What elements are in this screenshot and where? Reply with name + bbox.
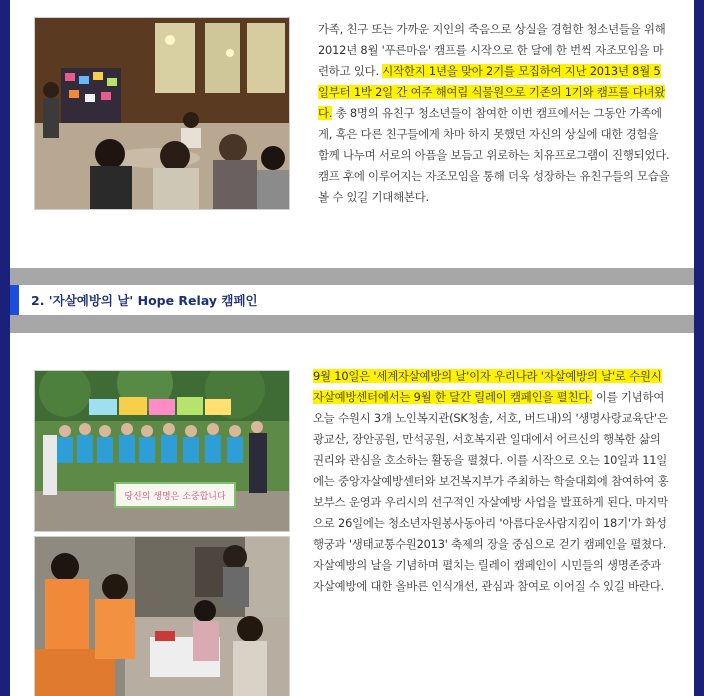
- section-heading: 2. '자살예방의 날' Hope Relay 캠페인: [31, 293, 258, 308]
- intro-paragraph: [318, 19, 670, 208]
- campaign-booth-photo: [34, 536, 290, 696]
- intro-text-before: 가족, 친구 또는 가까운 지인의 죽음으로 상실을 경험한 청소년들을 위해 2012년 8월 '푸른마음' 캠프를 시작으로 한 달에 한 번씩 자조모임을 마련하고 있다.: [318, 22, 666, 78]
- campaign-highlight: 9월 10일은 '세계자살예방의 날'이자 우리나라 '자살예방의 날'로 수원시자살예방센터에서는 9월 한 달간 릴레이 캠페인을 펼친다.: [313, 369, 662, 404]
- section-heading-accent: [10, 285, 19, 315]
- intro-text-after: 총 8명의 유친구 청소년들이 참여한 이번 캠프에서는 그동안 가족에게, 혹은 다른 친구들에게 차마 하지 못했던 자신의 상실에 대한 경험을 함께 나누며 서로의 아픔을 보듬고 위로하는 치유프로그램이 진행되었다. 캠프 후에 이루어지는 자조모임을 통해 더욱 성장하는 유친구들의 모습을 볼 수 있길 기대해본다.: [318, 106, 670, 204]
- newsletter-content: [10, 0, 694, 696]
- section-heading-bar: [10, 285, 694, 315]
- photo-banner-text: 당신의 생명은 소중합니다: [124, 492, 226, 502]
- campaign-paragraph: [313, 366, 670, 597]
- section-divider-top: [10, 268, 694, 285]
- campaign-text-after: 이를 기념하여 오늘 수원시 3개 노인복지관(SK청솔, 서호, 버드내)의 '생명사랑교육단'은 광교산, 장안공원, 만석공원, 서호복지관 일대에서 어르신의 행복한 삶의 권리와 관심을 호소하는 활동을 펼쳤다. 이를 시작으로 오는 10일과 11일에는 중앙자살예방센터와 보건복지부가 주최하는 학술대회에 참여하여 홍보부스 운영과 우리시의 선구적인 자살예방 사업을 발표하게 된다. 마지막으로 26일에는 청소년자원봉사동아리 '아름다운사람지킴이 18기'가 화성행궁과 '생태교통수원2013' 축제의 장을 중심으로 걷기 캠페인을 펼쳤다. 자살예방의 날을 기념하며 펼치는 릴레이 캠페인이 시민들의 생명존중과 자살예방에 대한 올바른 인식개선, 관심과 참여로 이어질 수 있길 바란다.: [313, 390, 669, 593]
- section-divider-bottom: [10, 315, 694, 333]
- campaign-group-photo: [34, 370, 290, 532]
- camp-photo: [34, 17, 290, 210]
- intro-highlight: 시작한지 1년을 맞아 2기를 모집하여 지난 2013년 8월 5일부터 1박 2일 간 여주 해여림 식물원으로 기존의 1기와 캠프를 다녀왔다.: [318, 64, 666, 120]
